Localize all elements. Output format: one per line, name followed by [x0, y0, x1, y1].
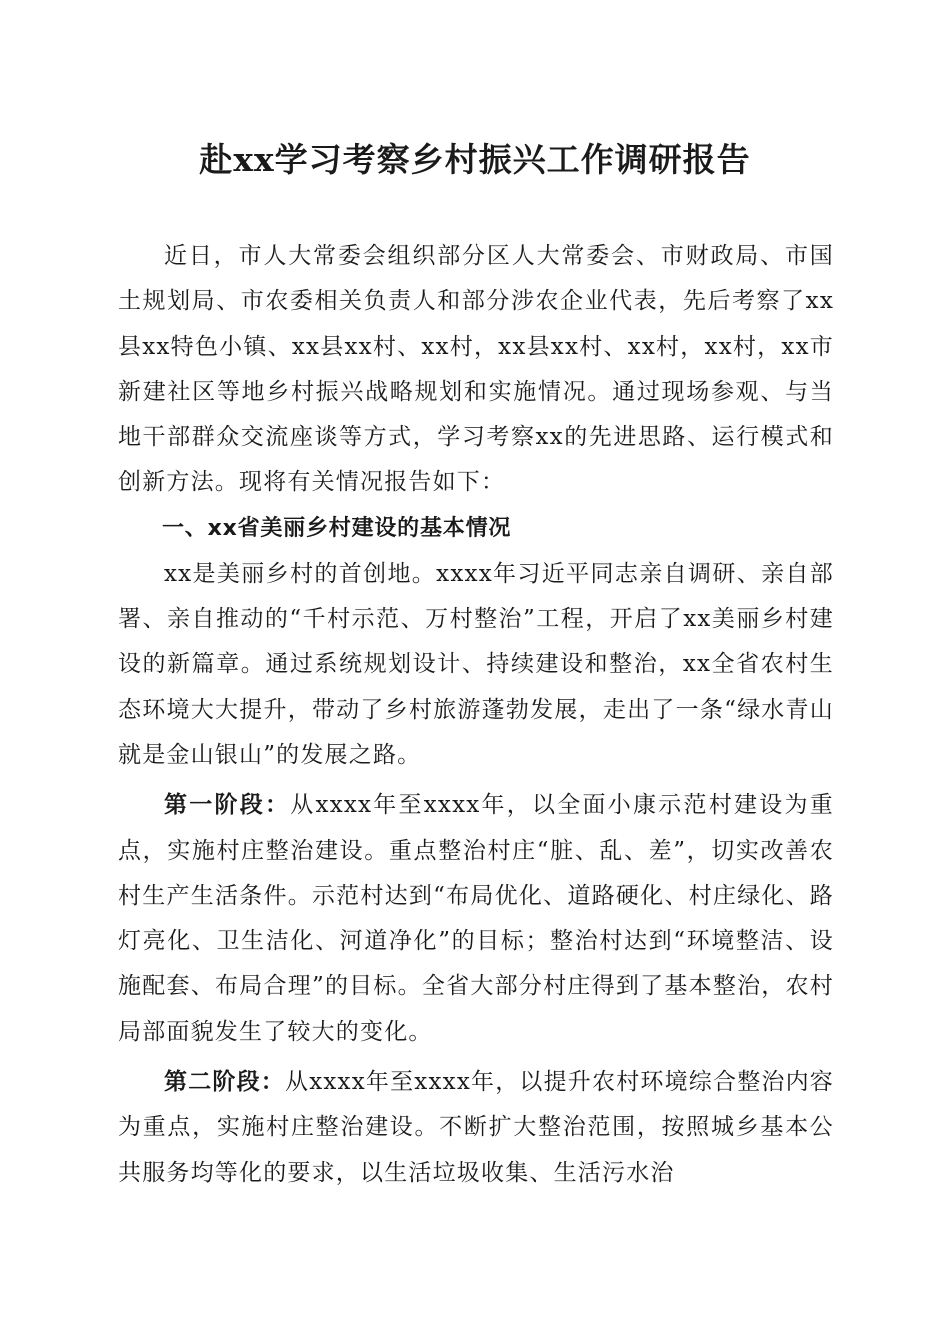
intro-paragraph: 近日，市人大常委会组织部分区人大常委会、市财政局、市国土规划局、市农委相关负责人和部分涉农企业代表，先后考察了xx县xx特色小镇、xx县xx村、xx村，xx县xx村、xx村，xx村，xx市新建社区等地乡村振兴战略规划和实施情况。通过现场参观、与当地干部群众交流座谈等方式，学习考察xx的先进思路、运行模式和创新方法。现将有关情况报告如下： [118, 243, 834, 496]
section-heading: 一、xx省美丽乡村建设的基本情况 [162, 515, 512, 541]
stage1-lead: 第一阶段： [164, 791, 291, 819]
stage2-text: 从xxxx年至xxxx年，以提升农村环境综合整治内容为重点，实施村庄整治建设。不断扩大整治范围，按照城乡基本公共服务均等化的要求，以生活垃圾收集、生活污水治 [118, 1069, 834, 1186]
stage2-lead: 第二阶段： [164, 1068, 286, 1096]
stage2-paragraph [118, 1059, 834, 1196]
document-body [118, 234, 834, 1196]
document-title: 赴xx学习考察乡村振兴工作调研报告 [199, 140, 751, 179]
section-intro-paragraph: xx是美丽乡村的首创地。xxxx年习近平同志亲自调研、亲自部署、亲自推动的“千村示范、万村整治”工程，开启了xx美丽乡村建设的新篇章。通过系统规划设计、持续建设和整治，xx全省农村生态环境大大提升，带动了乡村旅游蓬勃发展，走出了一条“绿水青山就是金山银山”的发展之路。 [118, 560, 834, 768]
stage1-text: 从xxxx年至xxxx年，以全面小康示范村建设为重点，实施村庄整治建设。重点整治村庄“脏、乱、差”，切实改善农村生产生活条件。示范村达到“布局优化、道路硬化、村庄绿化、路灯亮化、卫生洁化、河道净化”的目标；整治村达到“环境整洁、设施配套、布局合理”的目标。全省大部分村庄得到了基本整治，农村局部面貌发生了较大的变化。 [118, 792, 834, 1045]
stage1-paragraph [118, 782, 834, 1055]
